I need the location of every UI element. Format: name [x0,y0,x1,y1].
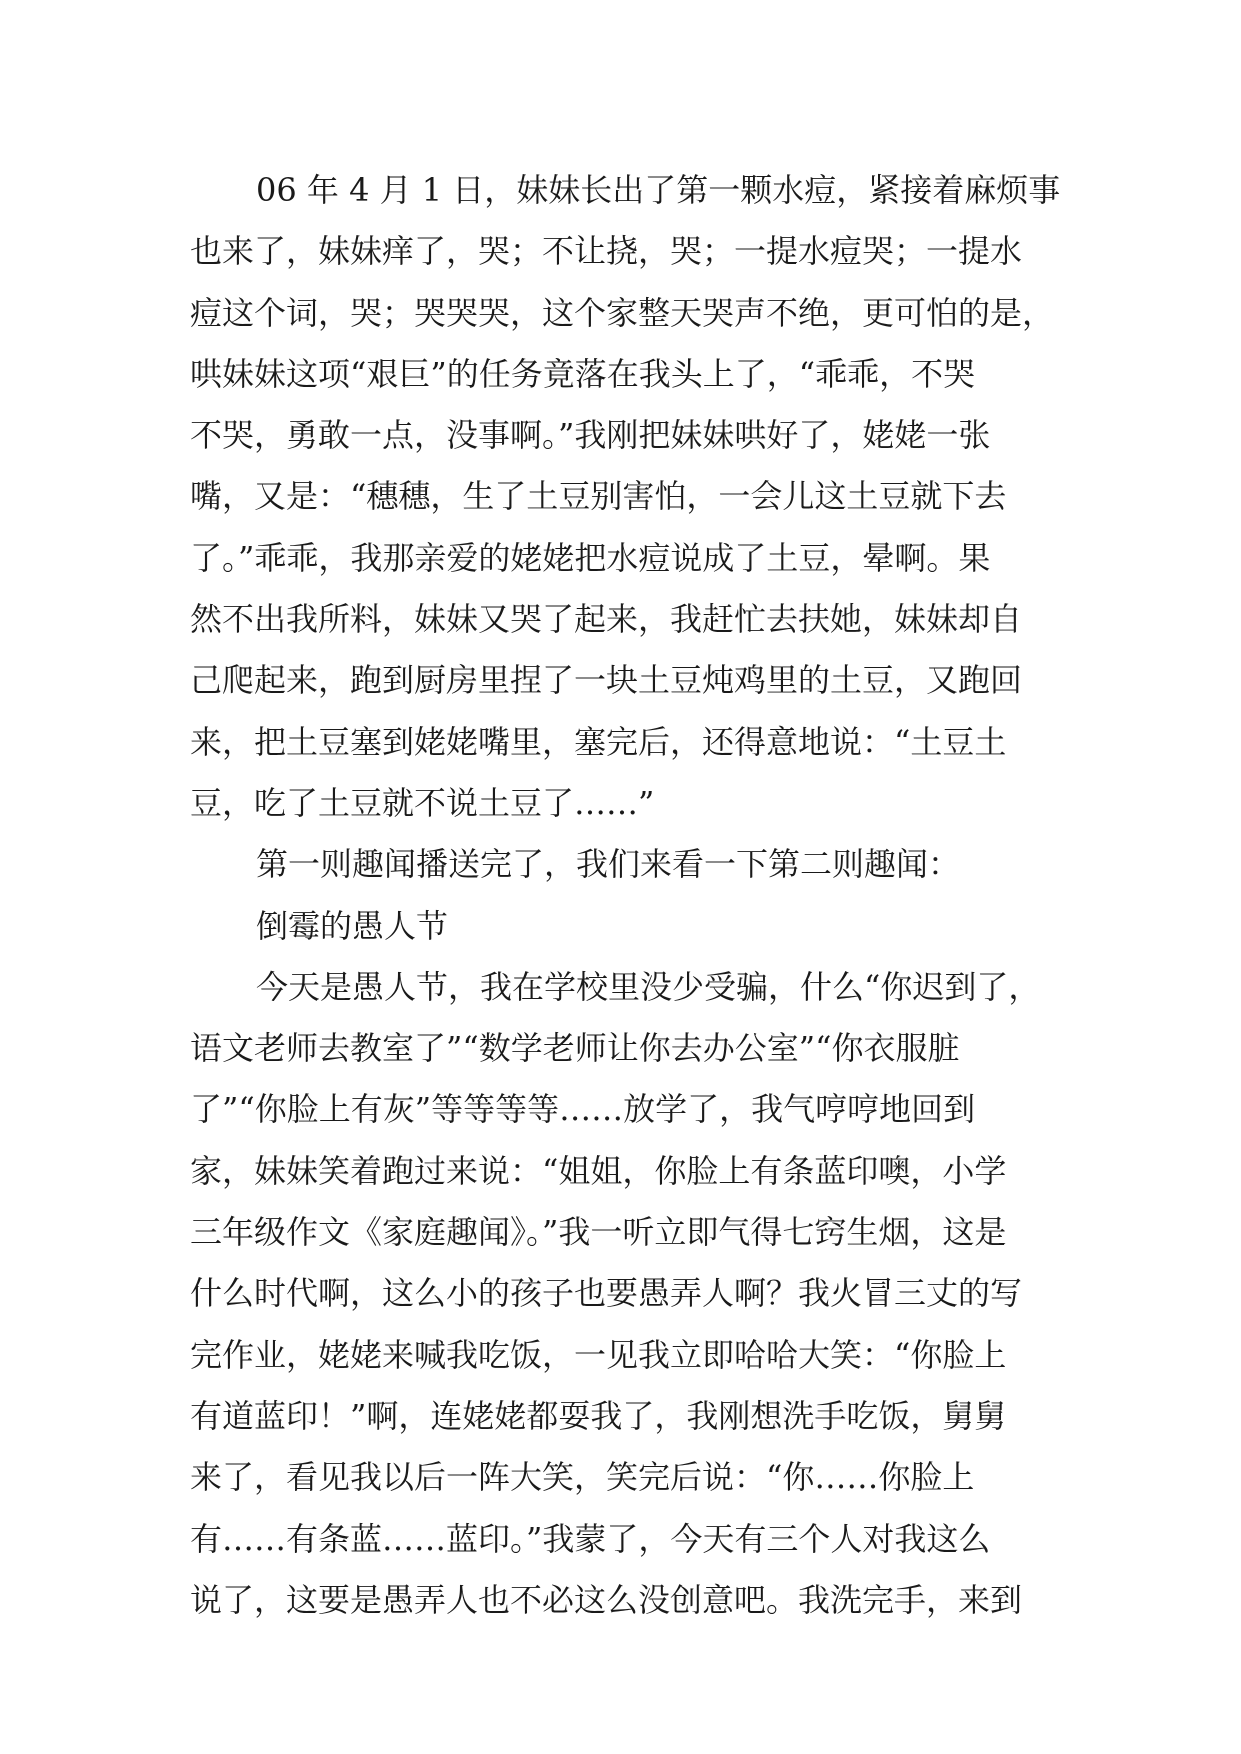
text-line: 今天是愚人节，我在学校里没少受骗，什么“你迟到了， [256,967,1041,1006]
text-line: 来了，看见我以后一阵大笑，笑完后说：“你……你脸上 [190,1458,975,1497]
section-heading: 倒霉的愚人节 [256,906,449,945]
text-line: 第一则趣闻播送完了，我们来看一下第二则趣闻： [256,845,961,884]
text-line: 了”“你脸上有灰”等等等等……放学了，我气哼哼地回到 [190,1090,976,1129]
text-line: 完作业，姥姥来喊我吃饭，一见我立即哈哈大笑：“你脸上 [190,1335,1007,1374]
text-line: 06 年 4 月 1 日，妹妹长出了第一颗水痘，紧接着麻烦事 [256,171,1061,209]
body-text [190,160,1070,1631]
text-line: 也来了，妹妹痒了，哭；不让挠，哭；一提水痘哭；一提水 [190,232,1023,271]
text-line: 有……有条蓝……蓝印。”我蒙了，今天有三个人对我这么 [190,1519,991,1558]
text-line: 语文老师去教室了”“数学老师让你去办公室”“你衣服脏 [190,1029,960,1068]
text-line: 己爬起来，跑到厨房里捏了一块土豆炖鸡里的土豆，又跑回 [190,661,1023,700]
text-line: 不哭，勇敢一点，没事啊。”我刚把妹妹哄好了，姥姥一张 [190,416,991,455]
text-line: 来，把土豆塞到姥姥嘴里，塞完后，还得意地说：“土豆土 [190,722,1007,761]
text-line: 家，妹妹笑着跑过来说：“姐姐，你脸上有条蓝印噢，小学 [190,1151,1007,1190]
text-line: 痘这个词，哭；哭哭哭，这个家整天哭声不绝，更可怕的是， [190,293,1055,332]
text-line: 哄妹妹这项“艰巨”的任务竟落在我头上了，“乖乖，不哭 [190,354,976,393]
text-line: 有道蓝印！”啊，连姥姥都耍我了，我刚想洗手吃饭，舅舅 [190,1396,1007,1435]
text-line: 嘴，又是：“穗穗，生了土豆别害怕，一会儿这土豆就下去 [190,477,1007,516]
text-line: 豆，吃了土豆就不说土豆了……” [190,783,655,822]
text-line: 然不出我所料，妹妹又哭了起来，我赶忙去扶她，妹妹却自 [190,600,1023,639]
text-line: 三年级作文《家庭趣闻》。”我一听立即气得七窍生烟，这是 [190,1213,1007,1252]
text-line: 什么时代啊，这么小的孩子也要愚弄人啊？我火冒三丈的写 [190,1274,1023,1313]
text-line: 了。”乖乖，我那亲爱的姥姥把水痘说成了土豆，晕啊。果 [190,538,991,577]
text-line: 说了，这要是愚弄人也不必这么没创意吧。我洗完手，来到 [190,1580,1023,1619]
